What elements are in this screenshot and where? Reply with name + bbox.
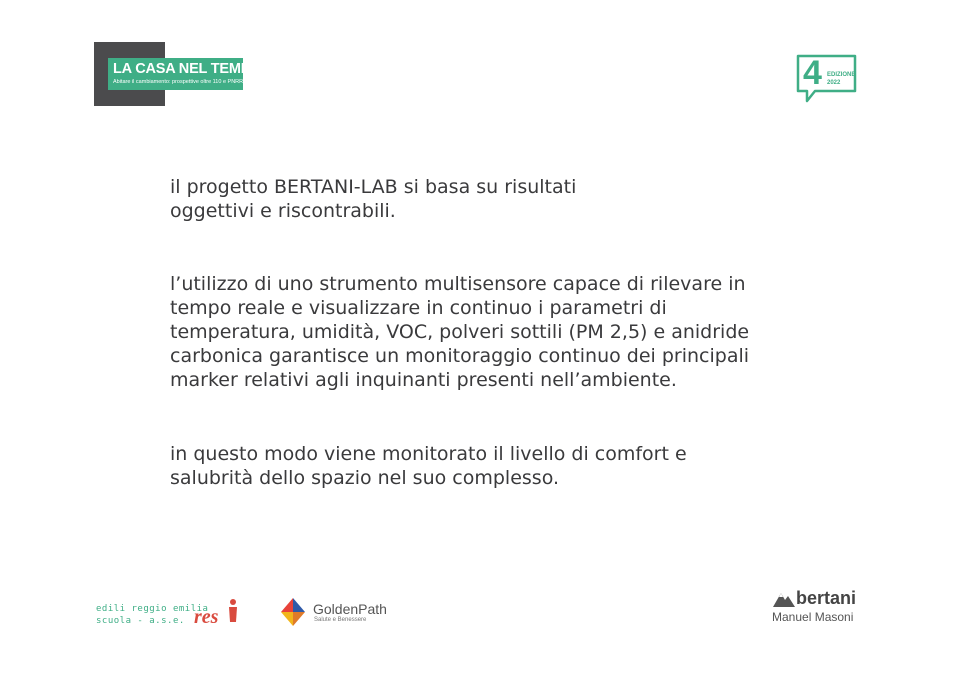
edition-badge: [795, 53, 859, 105]
bertani-brand: bertani: [796, 588, 857, 608]
goldenpath-emblem-icon: [277, 596, 309, 628]
edili-line2: scuola - a.s.e.: [96, 616, 185, 626]
edili-line1: edili reggio emilia: [96, 604, 209, 614]
logo-title: LA CASA NEL TEMPO: [113, 61, 262, 77]
bertani-mountain-icon: [772, 590, 796, 608]
edition-label: EDIZIONE: [827, 72, 856, 78]
res-logo: res: [194, 606, 219, 628]
edili-reggio-emilia-logo: [96, 598, 246, 632]
goldenpath-name: GoldenPath: [313, 601, 387, 617]
logo-green-band: [108, 58, 262, 90]
goldenpath-tagline: Salute e Benessere: [314, 617, 367, 623]
goldenpath-logo: [277, 596, 407, 628]
paragraph-intro: il progetto BERTANI-LAB si basa su risultati oggettivi e riscontrabili.: [170, 176, 577, 222]
bertani-person: Manuel Masoni: [772, 610, 854, 624]
logo-subtitle: Abitare il cambiamento: prospettive oltre 110 e PNRR: [113, 79, 244, 85]
edition-year: 2022: [827, 80, 841, 86]
edition-number: 4: [803, 54, 822, 92]
paragraph-sensor: l’utilizzo di uno strumento multisensore capace di rilevare in tempo reale e visualizzare in continuo i parametri di temperatura, umidità, VOC, polveri sottili (PM 2,5) e anidride carbonica garantisce un monitoraggio continuo dei principali marker relativi agli inquinanti presenti nell’ambiente.: [170, 273, 750, 391]
la-casa-nel-tempo-logo: [94, 42, 262, 106]
bertani-logo: [770, 588, 870, 628]
figure-icon: [226, 598, 240, 624]
paragraph-comfort: in questo modo viene monitorato il livello di comfort e salubrità dello spazio nel suo complesso.: [170, 443, 687, 489]
